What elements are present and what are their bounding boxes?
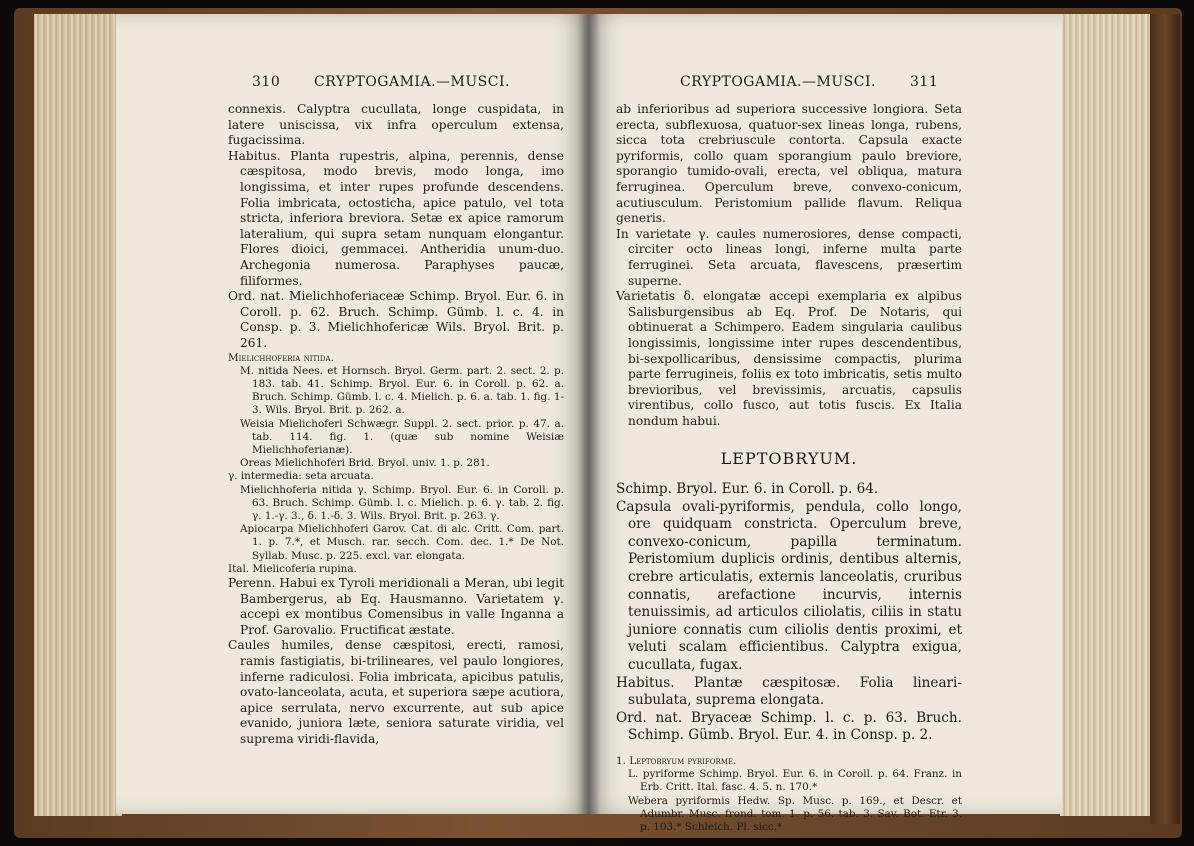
paragraph-perenn: Perenn. Habui ex Tyroli meridionali a Meran, ubi legit Bambergerus, ab Eq. Hausmanno. Varietatem γ. accepi ex montibus Comensibus in valle Inganna a Prof. Garovalio. Fructificat æstate.: [228, 575, 564, 637]
left-page-body: [228, 102, 564, 747]
reference-entry: Mielichhoferia nitida γ. Schimp. Bryol. Eur. 6. in Coroll. p. 63. Bruch. Schimp. Gümb. l. c. Mielich. p. 6. γ. tab. 2. fig. γ. 1.-γ. 3., δ. 1.-δ. 3. Wils. Bryol. Brit. p. 263. γ.: [240, 483, 564, 522]
paragraph-capsula: Capsula ovali-pyriformis, pendula, collo longo, ore quidquam constricta. Operculum breve, convexo-conicum, papilla terminatum. Peristomium duplicis ordinis, dentibus alternis, crebre articulatis, externis lanceolatis, cruribus connatis, arefactione incurvis, internis tenuissimis, ad articulos ciliolatis, ciliis in statu juniore connatis cum ciliolis dentis proximi, et veluti scalam efficientibus. Calyptra exigua, cucullata, fugax.: [616, 498, 962, 673]
paragraph-habitus: Habitus. Planta rupestris, alpina, perennis, dense cæspitosa, modo brevis, modo longa, imo longissima, et inter rupes profunde descendens. Folia imbricata, octosticha, apice patulo, vel tota stricta, inferiora breviora. Setæ ex apice ramorum lateralium, qui supra setam nunquam elongantur. Flores dioici, gemmacei. Antheridia unum-duo. Archegonia numerosa. Paraphyses paucæ, filiformes.: [228, 148, 564, 288]
paragraph-ord-nat: Ord. nat. Mielichhoferiaceæ Schimp. Bryol. Eur. 6. in Coroll. p. 62. Bruch. Schimp. Gümb. l. c. 4. in Consp. p. 3. Mielichhofericæ Wils. Bryol. Brit. p. 261.: [228, 289, 564, 350]
reference-entry: M. nitida Nees. et Hornsch. Bryol. Germ. part. 2. sect. 2. p. 183. tab. 41. Schimp. Bryol. Eur. 6. in Coroll. p. 62. a. Bruch. Schimp. Gümb. l. c. 4. Mielich. p. 6. a. tab. 1. fig. 1-3. Wils. Bryol. Brit. p. 262. a.: [240, 364, 564, 417]
species-heading: Mielichhoferia nitida.: [228, 351, 334, 364]
paragraph: connexis. Calyptra cucullata, longe cuspidata, in latere uniscissa, vix infra operculum extensa, fugacissima.: [228, 102, 564, 148]
paragraph-varietate: In varietate γ. caules numerosiores, dense compacti, circiter octo lineas longi, inferne multa parte ferruginei. Seta arcuata, flavescens, præsertim superne.: [616, 226, 962, 288]
running-head: CRYPTOGAMIA.—MUSCI.: [680, 74, 876, 90]
reference-entry: L. pyriforme Schimp. Bryol. Eur. 6. in Coroll. p. 64. Franz. in Erb. Critt. Ital. fasc. 4. 5. n. 170.*: [628, 768, 962, 794]
right-page-body: [616, 102, 962, 834]
book-spine: [1150, 14, 1180, 824]
page-number: 311: [910, 74, 939, 90]
paragraph-habitus: Habitus. Plantæ cæspitosæ. Folia lineari-subulata, suprema elongata.: [616, 674, 962, 709]
page-edges-left: [34, 14, 122, 816]
reference-entry: Apiocarpa Mielichhoferi Garov. Cat. di alc. Critt. Com. part. 1. p. 7.*, et Musch. rar. secch. Com. dec. 1.* De Not. Syllab. Musc. p. 225. excl. var. elongata.: [240, 523, 564, 562]
page-edges-right: [1060, 14, 1156, 816]
variety-heading: γ. intermedia: seta arcuata.: [228, 470, 374, 483]
genus-citation: Schimp. Bryol. Eur. 6. in Coroll. p. 64.: [616, 481, 879, 498]
right-page: [588, 14, 1062, 833]
left-page: [116, 14, 588, 814]
section-title: LEPTOBRYUM.: [720, 449, 858, 469]
italian-name: Ital. Mielicoferia rupina.: [228, 562, 357, 575]
paragraph-caules: Caules humiles, dense cæspitosi, erecti, ramosi, ramis fastigiatis, bi-trilineares, vel paulo longiores, inferne radiculosi. Folia imbricata, apicibus patulis, ovato-lanceolata, acuta, et superiora sæpe acutiora, apice serrulata, nervo excurrente, aut sub apice evanido, juniora læte, seniora saturate viridia, vel suprema viridi-flavida,: [228, 638, 564, 746]
paragraph: ab inferioribus ad superiora successive longiora. Seta erecta, subflexuosa, quatuor-sex lineas longa, rubens, sicca tota crebriuscule contorta. Capsula exacte pyriformis, collo quam sporangium paulo breviore, sporangio tumido-ovali, erecta, vel obliqua, matura ferruginea. Operculum breve, convexo-conicum, acutiusculum. Peristomium pallide flavum. Reliqua generis.: [616, 102, 962, 226]
species-heading: 1. Leptobryum pyriforme.: [616, 754, 737, 767]
running-head: CRYPTOGAMIA.—MUSCI.: [314, 74, 510, 90]
paragraph-ord-nat: Ord. nat. Bryaceæ Schimp. l. c. p. 63. Bruch. Schimp. Gümb. Bryol. Eur. 4. in Consp. p. 2.: [616, 709, 962, 744]
reference-entry: Webera pyriformis Hedw. Sp. Musc. p. 169., et Descr. et Adumbr. Musc. frond. tom. 1. p. 56. tab. 3. Sav. Bot. Etr. 3. p. 103.* Schleich. Pl. sicc.*: [628, 794, 962, 833]
page-number: 310: [252, 74, 281, 90]
book-gutter: [578, 14, 600, 814]
paragraph-varietatis: Varietatis δ. elongatæ accepi exemplaria ex alpibus Salisburgensibus ab Eq. Prof. De Notaris, qui obtinuerat a Schimpero. Eadem singularia caulibus longissimis, longissime inter rupes descendentibus, bi-sexpollicaribus, densissime compactis, plurima parte ferrugineis, foliis ex toto imbricatis, setis multo brevioribus, vel brevissimis, arcuatis, capsulis virentibus, collo fusco, aut totis fuscis. Ex Italia nondum habui.: [616, 289, 962, 428]
reference-entry: Oreas Mielichhoferi Brid. Bryol. univ. 1. p. 281.: [240, 457, 490, 470]
reference-entry: Weisia Mielichoferi Schwægr. Suppl. 2. sect. prior. p. 47. a. tab. 114. fig. 1. (quæ sub nomine Weisiæ Mielichhoferianæ).: [240, 417, 564, 456]
